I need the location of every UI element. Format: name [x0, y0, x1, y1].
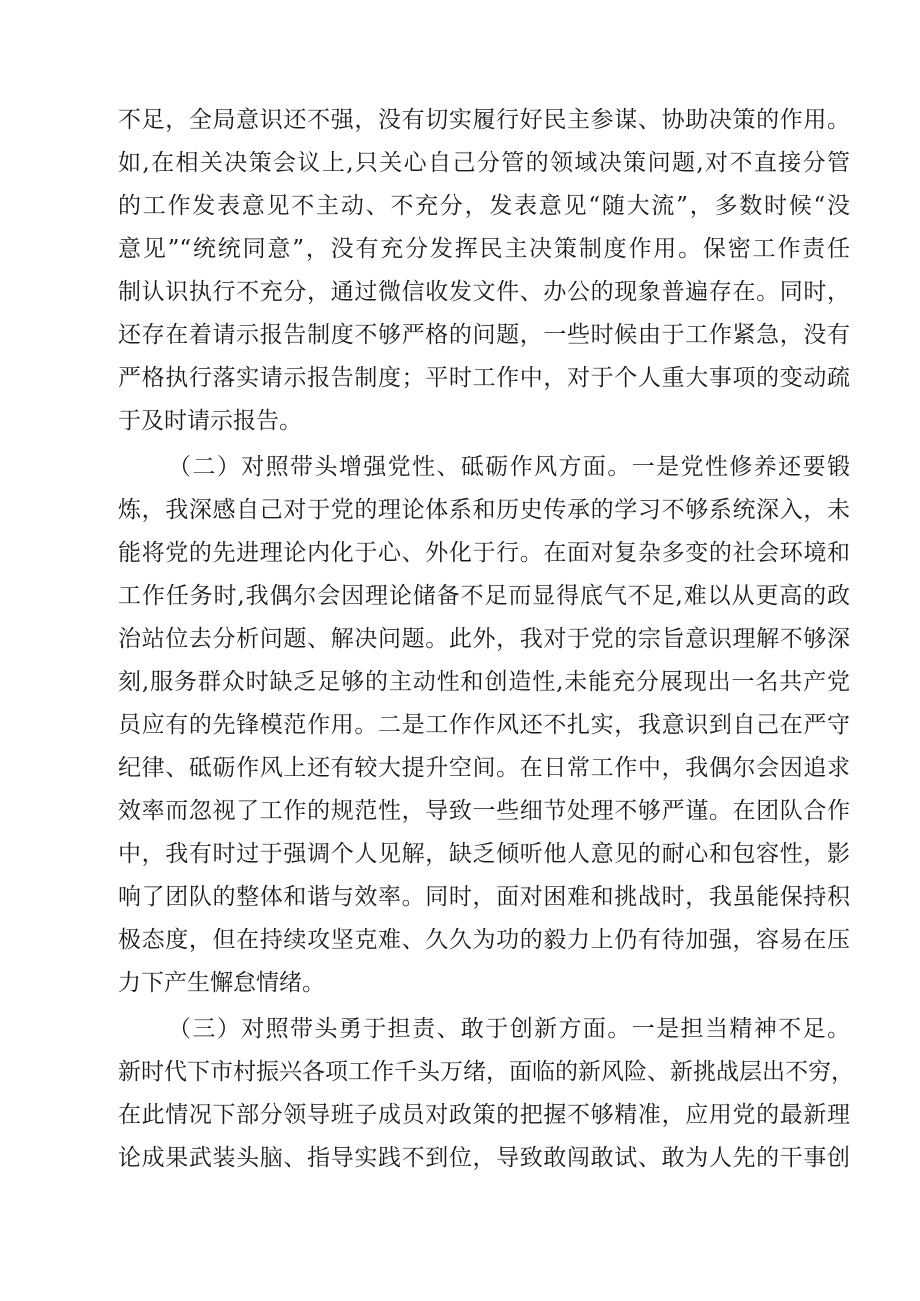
text-line: 如,在相关决策会议上,只关心自己分管的领域决策问题,对不直接分管 [118, 150, 850, 176]
text-line: 响了团队的整体和谐与效率。同时，面对困难和挑战时，我虽能保持积 [118, 884, 850, 910]
text-line: 论成果武装头脑、指导实践不到位，导致敢闯敢试、敢为人先的干事创 [118, 1145, 850, 1171]
text-line: 不足，全局意识还不强，没有切实履行好民主参谋、协助决策的作用。 [118, 107, 850, 133]
section-heading-line: （二）对照带头增强党性、砥砺作风方面。一是党性修养还要锻 [168, 454, 850, 480]
text-line: 严格执行落实请示报告制度；平时工作中，对于个人重大事项的变动疏 [118, 365, 850, 391]
text-line: 在此情况下部分领导班子成员对政策的把握不够精准，应用党的最新理 [118, 1102, 850, 1128]
text-line: 力下产生懈怠情绪。 [118, 970, 325, 996]
text-line: 治站位去分析问题、解决问题。此外，我对于党的宗旨意识理解不够深 [118, 626, 850, 652]
text-line: 于及时请示报告。 [118, 408, 302, 434]
text-line: 员应有的先锋模范作用。二是工作作风还不扎实，我意识到自己在严守 [118, 712, 850, 738]
text-line: 还存在着请示报告制度不够严格的问题，一些时候由于工作紧急，没有 [118, 322, 850, 348]
text-line: 能将党的先进理论内化于心、外化于行。在面对复杂多变的社会环境和 [118, 540, 850, 566]
text-line: 炼，我深感自己对于党的理论体系和历史传承的学习不够系统深入，未 [118, 497, 850, 523]
text-line: 刻,服务群众时缺乏足够的主动性和创造性,未能充分展现出一名共产党 [118, 669, 850, 695]
text-line: 新时代下市村振兴各项工作千头万绪，面临的新风险、新挑战层出不穷， [118, 1059, 854, 1085]
text-line: 意见”“统统同意”，没有充分发挥民主决策制度作用。保密工作责任 [118, 236, 850, 262]
text-line: 制认识执行不充分，通过微信收发文件、办公的现象普遍存在。同时， [118, 279, 850, 305]
text-line: 工作任务时,我偶尔会因理论储备不足而显得底气不足,难以从更高的政 [118, 583, 850, 609]
text-line: 纪律、砥砺作风上还有较大提升空间。在日常工作中，我偶尔会因追求 [118, 755, 850, 781]
text-line: 的工作发表意见不主动、不充分，发表意见“随大流”，多数时候“没 [118, 193, 850, 219]
text-line: 极态度，但在持续攻坚克难、久久为功的毅力上仍有待加强，容易在压 [118, 927, 850, 953]
text-line: 中，我有时过于强调个人见解，缺乏倾听他人意见的耐心和包容性，影 [118, 841, 850, 867]
section-heading-line: （三）对照带头勇于担责、敢于创新方面。一是担当精神不足。 [168, 1016, 850, 1042]
text-line: 效率而忽视了工作的规范性，导致一些细节处理不够严谨。在团队合作 [118, 798, 850, 824]
